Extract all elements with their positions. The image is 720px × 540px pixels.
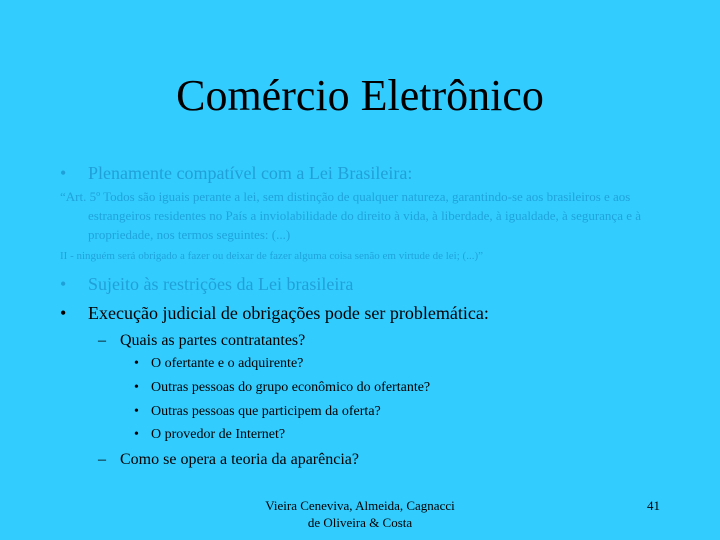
bullet-text: Sujeito às restrições da Lei brasileira (88, 274, 354, 294)
article-quote: “Art. 5º Todos são iguais perante a lei, sem distinção de qualquer natureza, garantindo-se aos brasileiros e aos estrangeiros residentes no País a inviolabilidade do direito à vida, à liberdade, à igualdade, à segurança e à propriedade, nos termos seguintes: (...) (60, 189, 642, 242)
footer-authors-line1: Vieira Ceneviva, Almeida, Cagnacci (265, 498, 455, 513)
bullet-marker: • (60, 274, 67, 294)
subsubitem-text: O provedor de Internet? (151, 427, 286, 442)
subitem-text: Quais as partes contratantes? (120, 332, 306, 349)
subitem-marker: – (98, 451, 106, 468)
bullet-marker: • (60, 303, 67, 323)
page-number: 41 (647, 498, 660, 513)
slide-footer (240, 497, 480, 531)
bullet-text: Execução judicial de obrigações pode ser problemática: (88, 303, 489, 323)
subsubitem-marker: • (134, 404, 139, 419)
subsubitem-marker: • (134, 356, 139, 371)
slide-title: Comércio Eletrônico (176, 71, 544, 120)
footer-authors-line2: de Oliveira & Costa (307, 515, 413, 530)
subsubitem-marker: • (134, 427, 139, 442)
subitem-text: Como se opera a teoria da aparência? (120, 451, 359, 468)
subsubitem-text: O ofertante e o adquirente? (151, 356, 304, 371)
bullet-marker: • (60, 163, 67, 183)
subsubitem-marker: • (134, 380, 139, 395)
subsubitem-text: Outras pessoas do grupo econômico do ofertante? (151, 380, 431, 395)
article-item-quote: II - ninguém será obrigado a fazer ou deixar de fazer alguma coisa senão em virtude de lei; (...)” (60, 250, 484, 262)
bullet-text: Plenamente compatível com a Lei Brasileira: (88, 163, 413, 183)
subsubitem-text: Outras pessoas que participem da oferta? (151, 404, 381, 419)
subitem-marker: – (98, 332, 106, 349)
